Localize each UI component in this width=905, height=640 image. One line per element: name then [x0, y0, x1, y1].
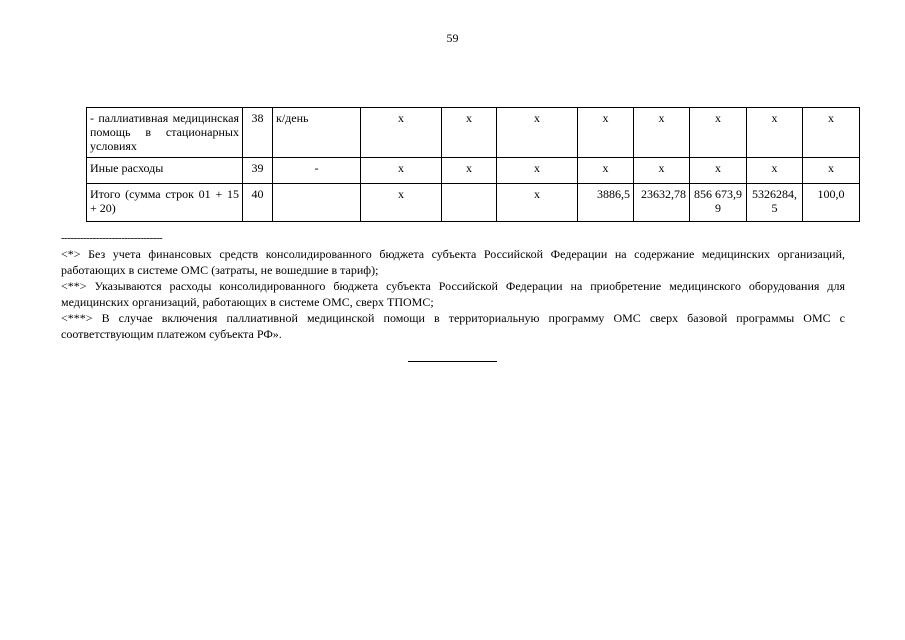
value-cell: x: [497, 184, 578, 222]
footnote-1: <*> Без учета финансовых средств консолидированного бюджета субъекта Российской Федерации на содержание медицинских организаций, работающих в системе ОМС (затраты, не вошедшие в тариф);: [61, 247, 845, 277]
value-cell: x: [747, 108, 803, 158]
row-code-cell: 39: [243, 158, 273, 184]
unit-cell: [273, 184, 361, 222]
value-cell: x: [361, 184, 442, 222]
footnote-3: <***> В случае включения паллиативной медицинской помощи в территориальную программу ОМС сверх базовой программы ОМС с соответствующим платежом субъекта РФ».: [61, 311, 845, 341]
table-row: [87, 108, 860, 158]
value-cell: [442, 184, 497, 222]
value-cell: x: [690, 158, 747, 184]
footnotes: [61, 246, 845, 342]
value-cell: x: [361, 108, 442, 158]
row-name-cell: Иные расходы: [87, 158, 243, 184]
value-cell: x: [803, 108, 860, 158]
value-cell: 100,0: [803, 184, 860, 222]
value-cell: x: [634, 158, 690, 184]
value-cell: 3886,5: [578, 184, 634, 222]
expenses-table: [86, 107, 860, 222]
value-cell: 23632,78: [634, 184, 690, 222]
value-cell: x: [690, 108, 747, 158]
value-cell: x: [497, 158, 578, 184]
unit-cell: -: [273, 158, 361, 184]
footnote-separator: --------------------------------: [61, 232, 163, 244]
value-cell: 856 673,99: [690, 184, 747, 222]
value-cell: x: [442, 108, 497, 158]
table-row: [87, 184, 860, 222]
footnote-2: <**> Указываются расходы консолидированного бюджета субъекта Российской Федерации на приобретение медицинского оборудования для медицинских организаций, работающих в системе ОМС, сверх ТПОМС;: [61, 279, 845, 309]
row-name-cell: Итого (сумма строк 01 + 15 + 20): [87, 184, 243, 222]
value-cell: x: [442, 158, 497, 184]
page-number: 59: [446, 31, 459, 45]
value-cell: x: [634, 108, 690, 158]
row-code-cell: 38: [243, 108, 273, 158]
value-cell: x: [578, 158, 634, 184]
value-cell: x: [361, 158, 442, 184]
end-rule: [408, 361, 497, 362]
value-cell: x: [803, 158, 860, 184]
value-cell: x: [578, 108, 634, 158]
value-cell: x: [497, 108, 578, 158]
row-name-cell: - паллиативная медицинская помощь в стационарных условиях: [87, 108, 243, 158]
value-cell: x: [747, 158, 803, 184]
unit-cell: к/день: [273, 108, 361, 158]
value-cell: 5326284,5: [747, 184, 803, 222]
table-row: [87, 158, 860, 184]
row-code-cell: 40: [243, 184, 273, 222]
